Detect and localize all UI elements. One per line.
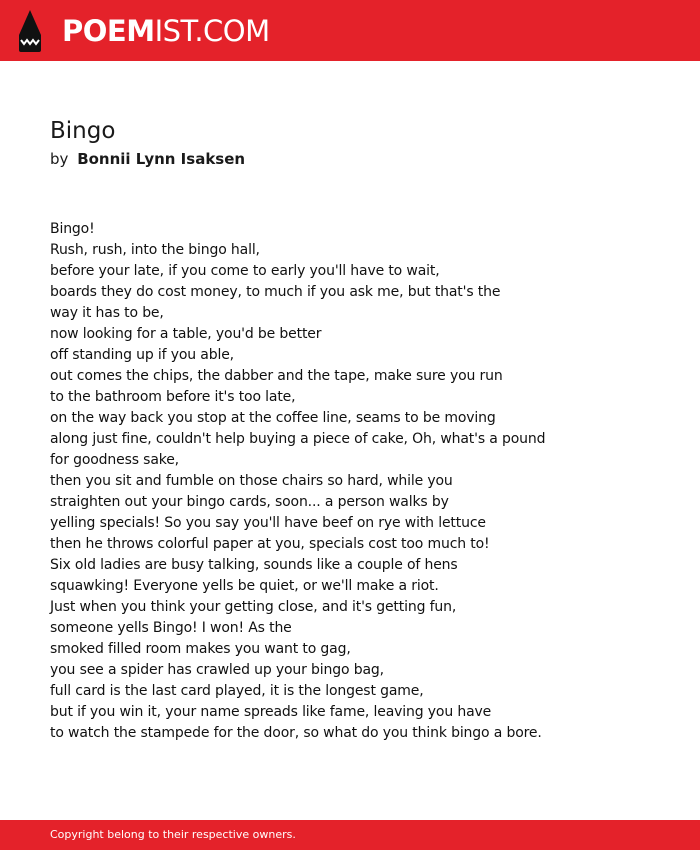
poem-line: then he throws colorful paper at you, specials cost too much to!: [50, 536, 490, 552]
poem-line: smoked filled room makes you want to gag,: [50, 641, 351, 657]
poem-line: out comes the chips, the dabber and the tape, make sure you run: [50, 368, 503, 384]
poem-line: someone yells Bingo! I won! As the: [50, 620, 292, 636]
logo-light-text: IST.COM: [154, 14, 270, 48]
poem-line: to the bathroom before it's too late,: [50, 389, 296, 405]
poem-body: [50, 219, 690, 744]
pencil-icon[interactable]: [16, 9, 44, 53]
poem-line: now looking for a table, you'd be better: [50, 326, 322, 342]
byline: [50, 149, 245, 169]
author-name: Bonnii Lynn Isaksen: [77, 150, 246, 168]
poem-line: way it has to be,: [50, 305, 164, 321]
poem-line: Rush, rush, into the bingo hall,: [50, 242, 260, 258]
poem-line: squawking! Everyone yells be quiet, or we'll make a riot.: [50, 578, 439, 594]
header-bar: [0, 0, 700, 61]
poem-line: Bingo!: [50, 221, 95, 237]
poem-line: to watch the stampede for the door, so what do you think bingo a bore.: [50, 725, 542, 741]
poem-line: boards they do cost money, to much if you ask me, but that's the: [50, 284, 501, 300]
copyright-text: Copyright belong to their respective owners.: [50, 828, 296, 841]
poem-line: off standing up if you able,: [50, 347, 234, 363]
by-label: by: [50, 150, 69, 168]
logo-bold-text: POEM: [62, 14, 155, 48]
site-logo[interactable]: [62, 13, 270, 49]
poem-line: for goodness sake,: [50, 452, 179, 468]
poem-line: then you sit and fumble on those chairs so hard, while you: [50, 473, 453, 489]
poem-line: Just when you think your getting close, and it's getting fun,: [50, 599, 457, 615]
poem-line: on the way back you stop at the coffee line, seams to be moving: [50, 410, 496, 426]
poem-line: straighten out your bingo cards, soon... a person walks by: [50, 494, 449, 510]
poem-line: Six old ladies are busy talking, sounds like a couple of hens: [50, 557, 458, 573]
poem-line: yelling specials! So you say you'll have beef on rye with lettuce: [50, 515, 486, 531]
poem-line: full card is the last card played, it is the longest game,: [50, 683, 424, 699]
poem-line: along just fine, couldn't help buying a piece of cake, Oh, what's a pound: [50, 431, 546, 447]
footer-bar: [0, 820, 700, 850]
poem-title: Bingo: [50, 118, 116, 144]
poem-line: but if you win it, your name spreads like fame, leaving you have: [50, 704, 492, 720]
poem-line: before your late, if you come to early you'll have to wait,: [50, 263, 440, 279]
poem-line: you see a spider has crawled up your bingo bag,: [50, 662, 384, 678]
